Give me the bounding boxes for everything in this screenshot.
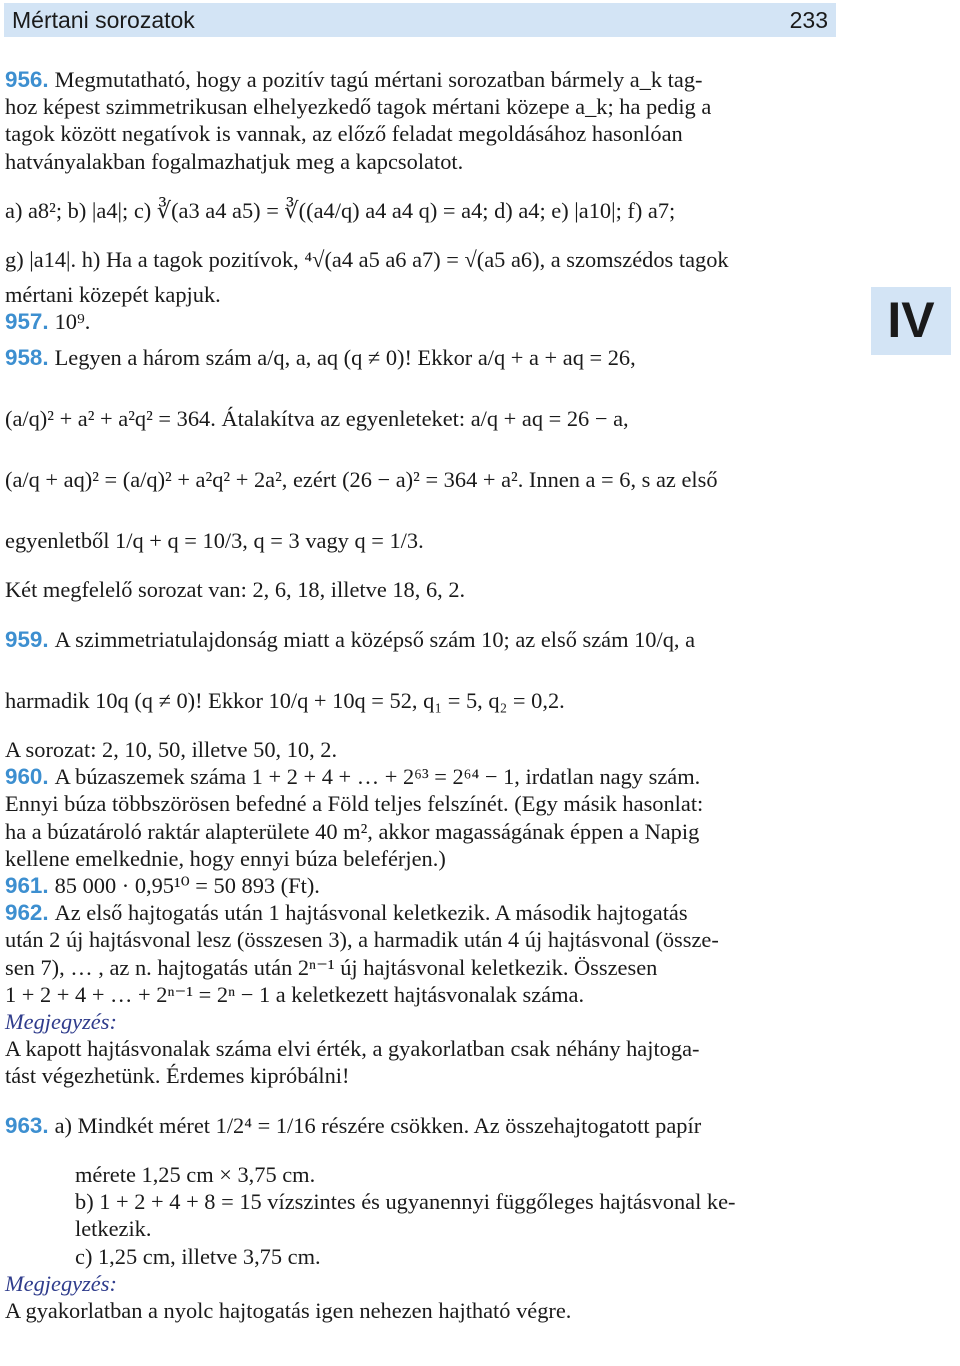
problem-line: A búzaszemek száma 1 + 2 + 4 + … + 2⁶³ = 2⁶⁴ − 1, irdatlan nagy szám. (54, 764, 701, 790)
problem-960 (5, 763, 837, 872)
problem-number: 958. (5, 344, 49, 370)
problem-line: mérete 1,25 cm × 3,75 cm. (75, 1161, 316, 1187)
chapter-tab (871, 287, 951, 355)
problem-line: b) 1 + 2 + 4 + 8 = 15 vízszintes és ugyanennyi függőleges hajtásvonal ke- (75, 1189, 736, 1215)
problem-number: 962. (5, 900, 49, 926)
problem-line: hoz képest szimmetrikusan elhelyezkedő tagok mértani közepe a_k; ha pedig a (5, 94, 712, 120)
problem-line: tagok között negatívok is vannak, az előző feladat megoldásához hasonlóan (5, 121, 683, 147)
formula-line: egyenletből 1/q + q = 10/3, q = 3 vagy q = 1/3. (5, 528, 424, 554)
problem-line: Két megfelelő sorozat van: 2, 6, 18, illetve 18, 6, 2. (5, 577, 466, 603)
formula-line: A szimmetriatulajdonság miatt a középső szám 10; az első szám 10/q, a (54, 626, 696, 652)
problem-number: 956. (5, 67, 49, 92)
problem-line: c) 1,25 cm, illetve 3,75 cm. (75, 1243, 321, 1269)
problem-line: ha a búzatároló raktár alapterülete 40 m², akkor magasságának éppen a Napig (5, 818, 700, 844)
problem-number: 959. (5, 626, 49, 652)
problem-line: A sorozat: 2, 10, 50, illetve 50, 10, 2. (5, 737, 338, 763)
problem-line: 1 + 2 + 4 + … + 2ⁿ⁻¹ = 2ⁿ − 1 a keletkezett hajtásvonalak száma. (5, 981, 585, 1007)
formula-line: a) Mindkét méret 1/2⁴ = 1/16 részére csökken. Az összehajtogatott papír (54, 1112, 702, 1138)
problem-number: 957. (5, 309, 49, 335)
problem-956 (5, 66, 837, 308)
problem-line: mértani közepét kapjuk. (5, 282, 221, 308)
note-label: Megjegyzés: (5, 1270, 117, 1296)
formula-line: g) |a14|. h) Ha a tagok pozitívok, ⁴√(a4 a5 a6 a7) = √(a5 a6), a szomszédos tagok (5, 247, 729, 273)
problem-line: sen 7), … , az n. hajtogatás után 2ⁿ⁻¹ új hajtásvonal keletkezik. Összesen (5, 954, 658, 980)
problem-line: 85 000 · 0,95¹⁰ = 50 893 (Ft). (54, 873, 320, 899)
note-line: A gyakorlatban a nyolc hajtogatás igen nehezen hajtható végre. (5, 1297, 572, 1323)
problem-line: letkezik. (75, 1216, 152, 1242)
problem-number: 960. (5, 764, 49, 790)
problem-number: 961. (5, 873, 49, 899)
problem-959 (5, 626, 837, 764)
formula-line: harmadik 10q (q ≠ 0)! Ekkor 10/q + 10q = 52, q₁ = 5, q₂ = 0,2. (5, 687, 565, 713)
chapter-tab-label: IV (887, 292, 935, 348)
problem-963 (5, 1112, 837, 1324)
problem-line: 10⁹. (54, 309, 91, 335)
problem-line: Ennyi búza többszörösen befedné a Föld teljes felszínét. (Egy másik hasonlat: (5, 791, 704, 817)
problem-line: Megmutatható, hogy a pozitív tagú mértani sorozatban bármely a_k tag- (54, 67, 703, 92)
problem-number: 963. (5, 1112, 49, 1138)
formula-line: a) a8²; b) |a4|; c) ∛(a3 a4 a5) = ∛((a4/q) a4 a4 q) = a4; d) a4; e) |a10|; f) a7; (5, 197, 676, 223)
note-line: tást végezhetünk. Érdemes kipróbálni! (5, 1063, 350, 1089)
problem-line: kellene emelkednie, hogy ennyi búza beleférjen.) (5, 845, 446, 871)
page-header (4, 3, 836, 37)
problem-962 (5, 899, 837, 1089)
problem-958 (5, 344, 837, 604)
note-label: Megjegyzés: (5, 1009, 117, 1035)
formula-line: (a/q + aq)² = (a/q)² + a²q² + 2a², ezért (26 − a)² = 364 + a². Innen a = 6, s az első (5, 467, 718, 493)
formula-line: (a/q)² + a² + a²q² = 364. Átalakítva az egyenleteket: a/q + aq = 26 − a, (5, 405, 629, 431)
problem-957 (5, 308, 837, 335)
problem-line: Az első hajtogatás után 1 hajtásvonal keletkezik. A második hajtogatás (54, 900, 688, 926)
solutions-text (5, 66, 837, 1324)
page-number: 233 (789, 7, 828, 33)
problem-line: után 2 új hajtásvonal lesz (összesen 3), a harmadik után 4 új hajtásvonal (össze- (5, 927, 719, 953)
note-line: A kapott hajtásvonalak száma elvi érték, a gyakorlatban csak néhány hajtoga- (5, 1036, 700, 1062)
chapter-title: Mértani sorozatok (12, 7, 195, 33)
problem-line: hatványalakban fogalmazhatjuk meg a kapcsolatot. (5, 148, 464, 174)
formula-line: Legyen a három szám a/q, a, aq (q ≠ 0)! Ekkor a/q + a + aq = 26, (54, 344, 636, 370)
problem-961 (5, 872, 837, 899)
